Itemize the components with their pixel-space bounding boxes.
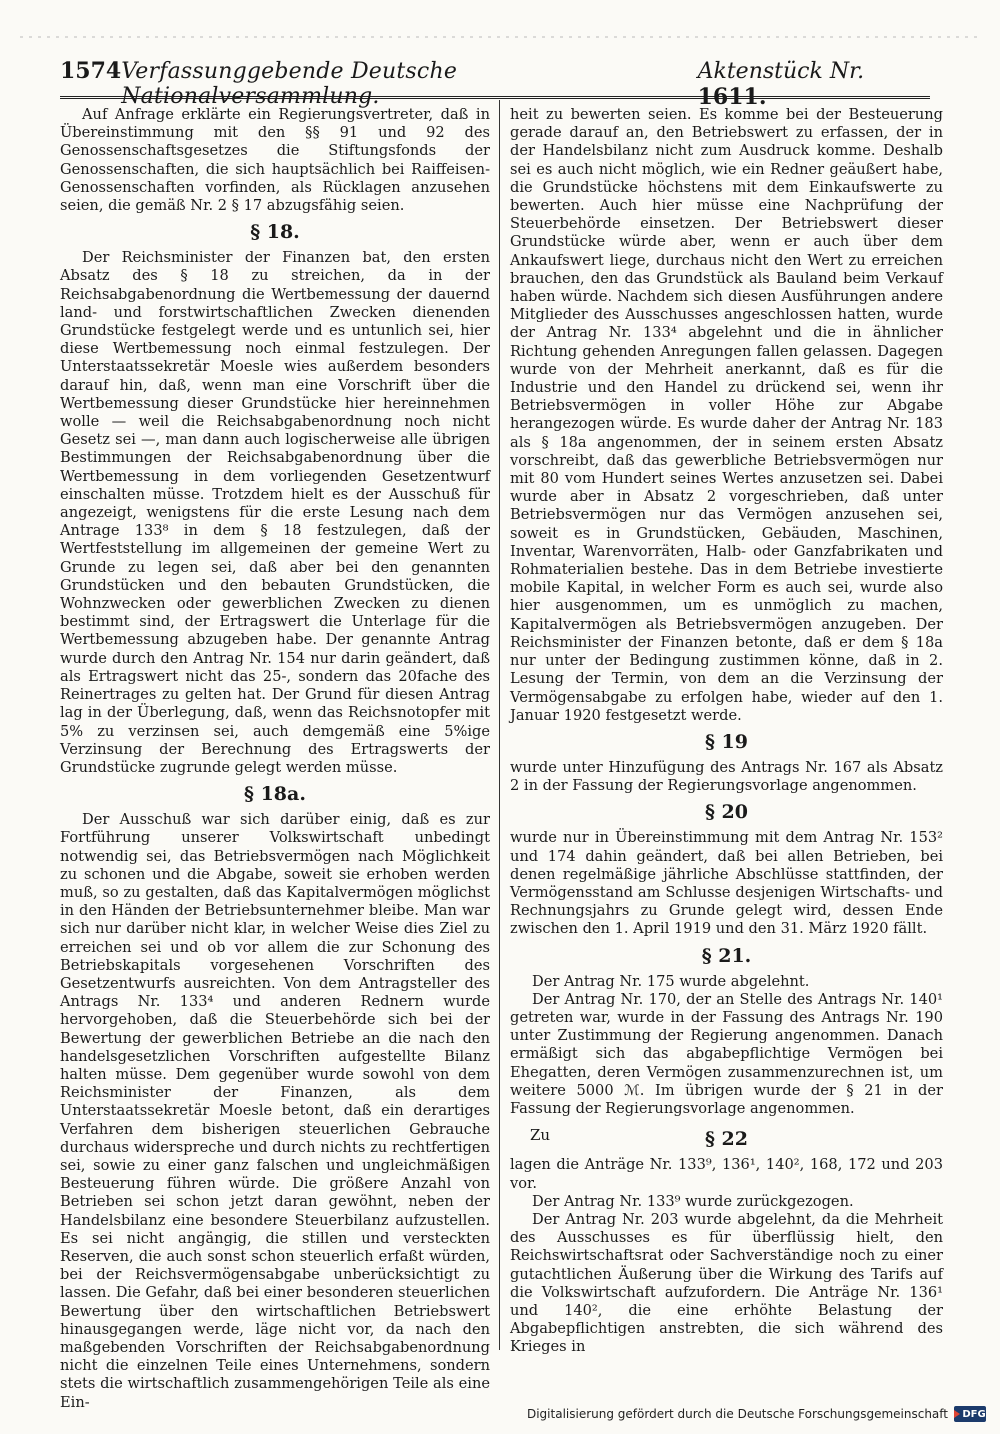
- section-heading: § 19: [705, 730, 748, 753]
- zu-label: Zu: [530, 1126, 551, 1145]
- paragraph: Der Reichsminister der Finanzen bat, den ersten Absatz des § 18 zu streichen, da in der Reichsabgabenordnung die Wertbemessung der dauernd land- und forstwirtschaftlichen Zwecken dienenden Grundstücke festgelegt werde und es untunlich sei, hier diese Wertbemessung noch einmal festzulegen. Der Unterstaatssekretär Moesle wies außerdem besonders darauf hin, daß, wenn man eine Vorschrift über die Wertbemessung dieser Grundstücke hier hereinnehmen wolle — weil die Reichsabgabenordnung noch nicht Gesetz sei —, man dann auch logischerweise alle übrigen Bestimmungen der Reichsabgabenordnung über die Wertbemessung in dem vorliegenden Gesetzentwurf einschalten müsse. Trotzdem hielt es der Ausschuß für angezeigt, wenigstens für die erste Lesung nach dem Antrage 133⁸ in dem § 18 festzulegen, daß der Wertfeststellung im allgemeinen der gemeine Wert zu Grunde zu legen sei, daß aber bei den genannten Grundstücken und den bebauten Grundstücken, die Wohnzwecken oder gewerblichen Zwecken zu dienen bestimmt sind, der Ertragswert die Unterlage für die Wertbemessung abzugeben habe. Der genannte Antrag wurde durch den Antrag Nr. 154 nur darin geändert, daß als Ertragswert nicht das 25-, sondern das 20fache des Reinertrages zu gelten hat. Der Grund für diesen Antrag lag in der Überlegung, daß, wenn das Reichsnotopfer mit 5% zu verzinsen sei, auch demgemäß eine 5%ige Verzinsung der Berechnung des Ertragswerts der Grundstücke zugrunde gelegt werden müsse.: [60, 249, 490, 776]
- paragraph: wurde nur in Übereinstimmung mit dem Antrag Nr. 153² und 174 dahin geändert, daß bei allen Betrieben, bei denen regelmäßige jährliche Abschlüsse stattfinden, der Vermögensstand am Schlusse desjenigen Wirtschafts- und Rechnungsjahrs zu Grunde gelegt wird, dessen Ende zwischen den 1. April 1919 und den 31. März 1920 fällt.: [510, 829, 943, 938]
- section-heading: § 21.: [701, 944, 752, 967]
- page-number: 1574: [60, 58, 122, 84]
- page-header: [60, 58, 930, 110]
- left-column: [60, 106, 490, 1411]
- paragraph: Der Antrag Nr. 170, der an Stelle des Antrags Nr. 140¹ getreten war, wurde in der Fassung des Antrags Nr. 190 unter Zustimmung der Regierung angenommen. Danach ermäßigt sich das abgabepflichtige Vermögen bei Ehegatten, deren Vermögen zusammenzurechnen ist, um weitere 5000 ℳ. Im übrigen wurde der § 21 in der Fassung der Regierungsvorlage angenommen.: [510, 990, 943, 1117]
- document-label: Aktenstück Nr.: [697, 59, 865, 84]
- scan-artifact: [20, 36, 980, 38]
- footer-credit: [527, 1406, 986, 1422]
- paragraph: Der Ausschuß war sich darüber einig, daß es zur Fortführung unserer Volkswirtschaft unbedingt notwendig sei, das Betriebsvermögen nach Möglichkeit zu schonen und die Abgabe, soweit sie erhoben werden muß, so zu gestalten, daß das Kapitalvermögen möglichst in den Händen der Betriebsunternehmer bleibe. Man war sich nur darüber nicht klar, in welcher Weise dies Ziel zu erreichen sei und ob vor allem die zur Schonung des Betriebskapitals vorgesehenen Vorschriften des Gesetzentwurfs ausreichten. Von dem Antragsteller des Antrags Nr. 133⁴ und anderen Rednern wurde hervorgehoben, daß die Steuerbehörde sich bei der Bewertung der gewerblichen Betriebe an die nach den handelsgesetzlichen Vorschriften aufgestellte Bilanz halten müsse. Dem gegenüber wurde sowohl von dem Reichsminister der Finanzen, als dem Unterstaatssekretär Moesle betont, daß ein derartiges Verfahren dem bisherigen steuerlichen Gebrauche durchaus widerspreche und durch nichts zu rechtfertigen sei, sowie zu einer ganz falschen und ungleichmäßigen Besteuerung führen würde. Die größere Anzahl von Betrieben sei schon jetzt daran gewöhnt, neben der Handelsbilanz eine besondere Steuerbilanz aufzustellen. Es sei nicht angängig, die stillen und versteckten Reserven, die auch sonst schon steuerlich erfaßt würden, bei der Reichsvermögensabgabe unberücksichtigt zu lassen. Die Gefahr, daß bei einer besonderen steuerlichen Bewertung über den wirtschaftlichen Betriebswert hinausgegangen werde, läge nicht vor, da nach den maßgebenden Vorschriften der Reichsabgabenordnung nicht die einzelnen Teile eines Unternehmens, sondern stets die wirtschaftlich zusammengehörigen Teile als eine Ein-: [60, 811, 490, 1411]
- column-divider: [499, 100, 500, 1350]
- section-heading: § 18a.: [244, 783, 306, 806]
- paragraph: Der Antrag Nr. 203 wurde abgelehnt, da die Mehrheit des Ausschusses es für überflüssig hielt, den Reichswirtschaftsrat oder Sachverständige noch zu einer gutachtlichen Äußerung über die Wirkung des Tarifs auf die Volkswirtschaft aufzufordern. Die Anträge Nr. 136¹ und 140², die eine erhöhte Belastung der Abgabepflichtigen anstrebten, die sich während des Krieges in: [510, 1210, 943, 1356]
- paragraph: Der Antrag Nr. 175 wurde abgelehnt.: [532, 972, 810, 990]
- paragraph: Der Antrag Nr. 133⁹ wurde zurückgezogen.: [532, 1192, 854, 1210]
- right-column: [510, 106, 943, 1356]
- section-heading: § 18.: [250, 221, 300, 244]
- paragraph: Auf Anfrage erklärte ein Regierungsvertreter, daß in Übereinstimmung mit den §§ 91 und 92 des Genossenschaftsgesetzes die Stiftungsfonds der Genossenschaften, die sich hauptsächlich bei Raiffeisen-Genossenschaften vorfinden, als Rücklagen anzusehen seien, die gemäß Nr. 2 § 17 abzugsfähig seien.: [60, 106, 490, 215]
- dfg-logo-icon: DFG: [954, 1406, 986, 1422]
- document-number: [698, 59, 930, 110]
- page-title: Verfassunggebende Deutsche Nationalversammlung.: [121, 59, 458, 109]
- paragraph: lagen die Anträge Nr. 133⁹, 136¹, 140², 168, 172 und 203 vor.: [510, 1156, 943, 1192]
- footer-text: Digitalisierung gefördert durch die Deutsche Forschungsgemeinschaft: [526, 1407, 948, 1421]
- section-heading: § 22: [705, 1128, 748, 1151]
- paragraph: wurde unter Hinzufügung des Antrags Nr. 167 als Absatz 2 in der Fassung der Regierungsvorlage angenommen.: [510, 758, 943, 795]
- document-number-value: 1611.: [697, 84, 767, 110]
- section-heading: § 20: [705, 801, 748, 824]
- paragraph: heit zu bewerten seien. Es komme bei der Besteuerung gerade darauf an, den Betriebswert zu erfassen, der in der Handelsbilanz nicht zum Ausdruck komme. Deshalb sei es auch nicht möglich, wie ein Redner geäußert habe, die Grundstücke höchstens mit dem Einkaufswerte zu bewerten. Auch hier müsse eine Nachprüfung der Steuerbehörde einsetzen. Der Betriebswert dieser Grundstücke würde aber, wenn er auch über dem Ankaufswert liege, durchaus nicht den Wert zu erreichen brauchen, den das Grundstück als Bauland beim Verkauf haben würde. Nachdem sich diesen Ausführungen andere Mitglieder des Ausschusses angeschlossen hatten, wurde der Antrag Nr. 133⁴ abgelehnt und die in ähnlicher Richtung gehenden Anregungen fallen gelassen. Dagegen wurde von der Mehrheit anerkannt, daß es für die Industrie und den Handel zu drückend sei, wenn ihr Betriebsvermögen in voller Höhe zur Abgabe herangezogen würde. Es wurde daher der Antrag Nr. 183 als § 18a angenommen, der in seinem ersten Absatz vorschreibt, daß das gewerbliche Betriebsvermögen nur mit 80 vom Hundert seines Wertes anzusetzen sei. Dabei wurde aber in Absatz 2 vorgeschrieben, daß unter Betriebsvermögen nur das Vermögen anzusehen sei, soweit es in Grundstücken, Gebäuden, Maschinen, Inventar, Warenvorräten, Halb- oder Ganzfabrikaten und Rohmaterialien bestehe. Das in dem Betriebe investierte mobile Kapital, in welcher Form es auch sei, wurde also hier ausgenommen, um es unmöglich zu machen, Kapitalvermögen als Betriebsvermögen anzugeben. Der Reichsminister der Finanzen betonte, daß er dem § 18a nur unter der Bedingung zustimmen könne, daß in 2. Lesung der Termin, von dem an die Verzinsung der Vermögensabgabe zu erfolgen habe, wieder auf den 1. Januar 1920 festgesetzt werde.: [510, 106, 943, 724]
